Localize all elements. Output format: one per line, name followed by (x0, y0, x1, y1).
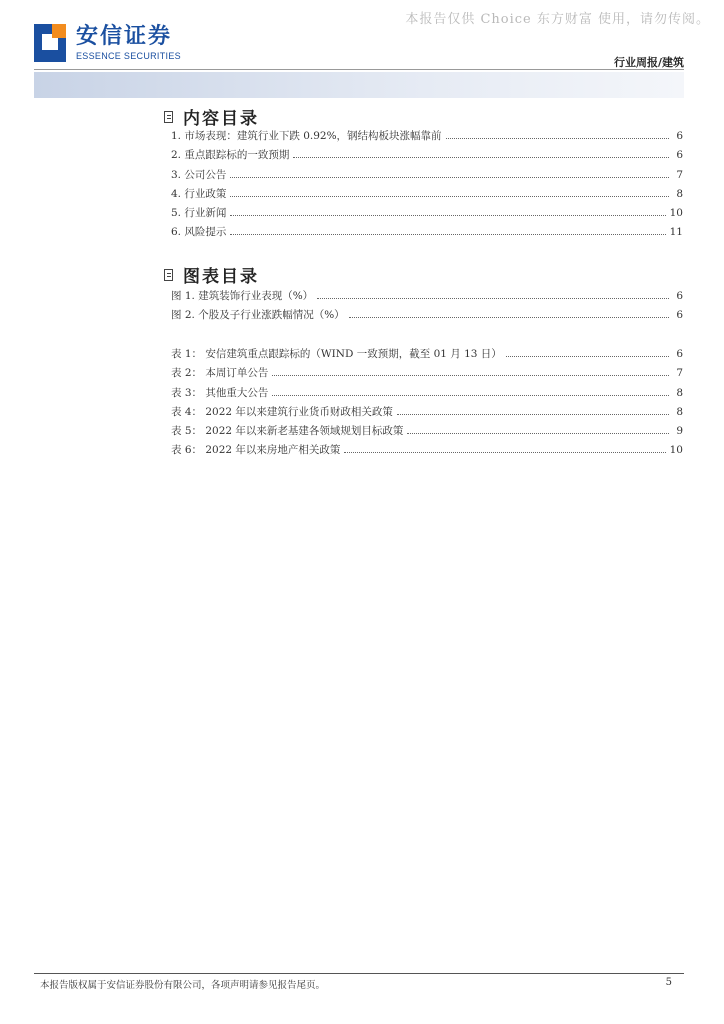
toc-entry-label[interactable]: 表 6： 2022 年以来房地产相关政策 (171, 444, 341, 457)
toc-entry-page[interactable]: 8 (676, 405, 683, 418)
content-toc-list (171, 128, 683, 244)
watermark: 本报告仅供 Choice 东方财富 使用，请勿传阅。 (405, 12, 710, 27)
company-logo (34, 24, 181, 62)
toc-entry-label[interactable]: 表 2： 本周订单公告 (171, 367, 269, 380)
toc-entry-page[interactable]: 6 (676, 149, 683, 162)
toc-dot-leader (446, 138, 669, 139)
chart-toc-title: 图表目录 (183, 267, 259, 287)
table-toc-entry[interactable] (171, 404, 683, 423)
toc-entry-page[interactable]: 9 (676, 425, 683, 438)
toc-entry-label[interactable]: 图 2. 个股及子行业涨跌幅情况（%） (171, 309, 345, 322)
toc-entry-page[interactable]: 10 (669, 444, 683, 457)
content-toc-heading (164, 104, 259, 129)
table-toc-entry[interactable] (171, 385, 683, 404)
toc-entry-label[interactable]: 5. 行业新闻 (171, 207, 227, 220)
toc-dot-leader (397, 414, 669, 415)
toc-entry-page[interactable]: 6 (676, 130, 683, 142)
toc-entry-page[interactable]: 8 (676, 386, 683, 399)
logo-english-name: ESSENCE SECURITIES (76, 51, 181, 61)
content-toc-entry[interactable] (171, 205, 683, 224)
toc-dot-leader (272, 375, 669, 376)
table-toc-list (171, 346, 683, 462)
toc-entry-page[interactable]: 7 (676, 168, 683, 181)
figure-toc-list (171, 288, 683, 327)
footer-divider (34, 973, 684, 974)
toc-entry-label[interactable]: 6. 风险提示 (171, 226, 227, 239)
toc-entry-page[interactable]: 6 (676, 309, 683, 322)
toc-entry-page[interactable]: 7 (676, 367, 683, 380)
toc-dot-leader (230, 215, 665, 216)
content-toc-title: 内容目录 (183, 109, 259, 129)
toc-dot-leader (230, 177, 669, 178)
content-toc-entry[interactable] (171, 186, 683, 205)
toc-entry-label[interactable]: 图 1. 建筑装饰行业表现（%） (171, 290, 314, 302)
toc-dot-leader (349, 317, 669, 318)
toc-entry-page[interactable]: 8 (676, 187, 683, 200)
toc-dot-leader (272, 395, 669, 396)
document-icon (164, 269, 173, 281)
toc-entry-page[interactable]: 6 (676, 348, 683, 360)
table-toc-entry[interactable] (171, 423, 683, 442)
figure-toc-entry[interactable] (171, 307, 683, 326)
toc-entry-label[interactable]: 3. 公司公告 (171, 168, 227, 181)
logo-mark-icon (34, 24, 66, 62)
header-divider (34, 69, 684, 70)
document-icon (164, 111, 173, 123)
toc-entry-label[interactable]: 表 5： 2022 年以来新老基建各领域规划目标政策 (171, 425, 404, 438)
table-toc-entry[interactable] (171, 346, 683, 365)
toc-entry-label[interactable]: 表 3： 其他重大公告 (171, 386, 269, 399)
page-number: 5 (665, 977, 672, 988)
header-band (34, 72, 684, 98)
toc-dot-leader (317, 298, 669, 299)
toc-dot-leader (407, 433, 669, 434)
content-toc-entry[interactable] (171, 167, 683, 186)
toc-entry-page[interactable]: 6 (676, 290, 683, 302)
toc-entry-label[interactable]: 表 4： 2022 年以来建筑行业货币财政相关政策 (171, 405, 393, 418)
toc-entry-page[interactable]: 10 (669, 207, 683, 220)
toc-entry-label[interactable]: 2. 重点跟踪标的一致预期 (171, 149, 290, 162)
table-toc-entry[interactable] (171, 442, 683, 461)
content-toc-entry[interactable] (171, 224, 683, 243)
toc-dot-leader (506, 356, 669, 357)
toc-entry-label[interactable]: 1. 市场表现：建筑行业下跌 0.92%，钢结构板块涨幅靠前 (171, 130, 442, 142)
footer-disclaimer: 本报告版权属于安信证券股份有限公司，各项声明请参见报告尾页。 (40, 980, 326, 991)
table-toc-entry[interactable] (171, 365, 683, 384)
toc-entry-label[interactable]: 4. 行业政策 (171, 187, 227, 200)
toc-dot-leader (230, 234, 665, 235)
toc-entry-page[interactable]: 11 (669, 226, 683, 239)
toc-entry-label[interactable]: 表 1： 安信建筑重点跟踪标的（WIND 一致预期，截至 01 月 13 日） (171, 348, 502, 360)
figure-toc-entry[interactable] (171, 288, 683, 307)
toc-dot-leader (230, 196, 669, 197)
content-toc-entry[interactable] (171, 147, 683, 166)
report-category: 行业周报/建筑 (613, 56, 684, 69)
toc-dot-leader (293, 157, 669, 158)
logo-chinese-name: 安信证券 (76, 24, 173, 49)
chart-toc-heading (164, 262, 259, 287)
content-toc-entry[interactable] (171, 128, 683, 147)
toc-dot-leader (344, 452, 665, 453)
